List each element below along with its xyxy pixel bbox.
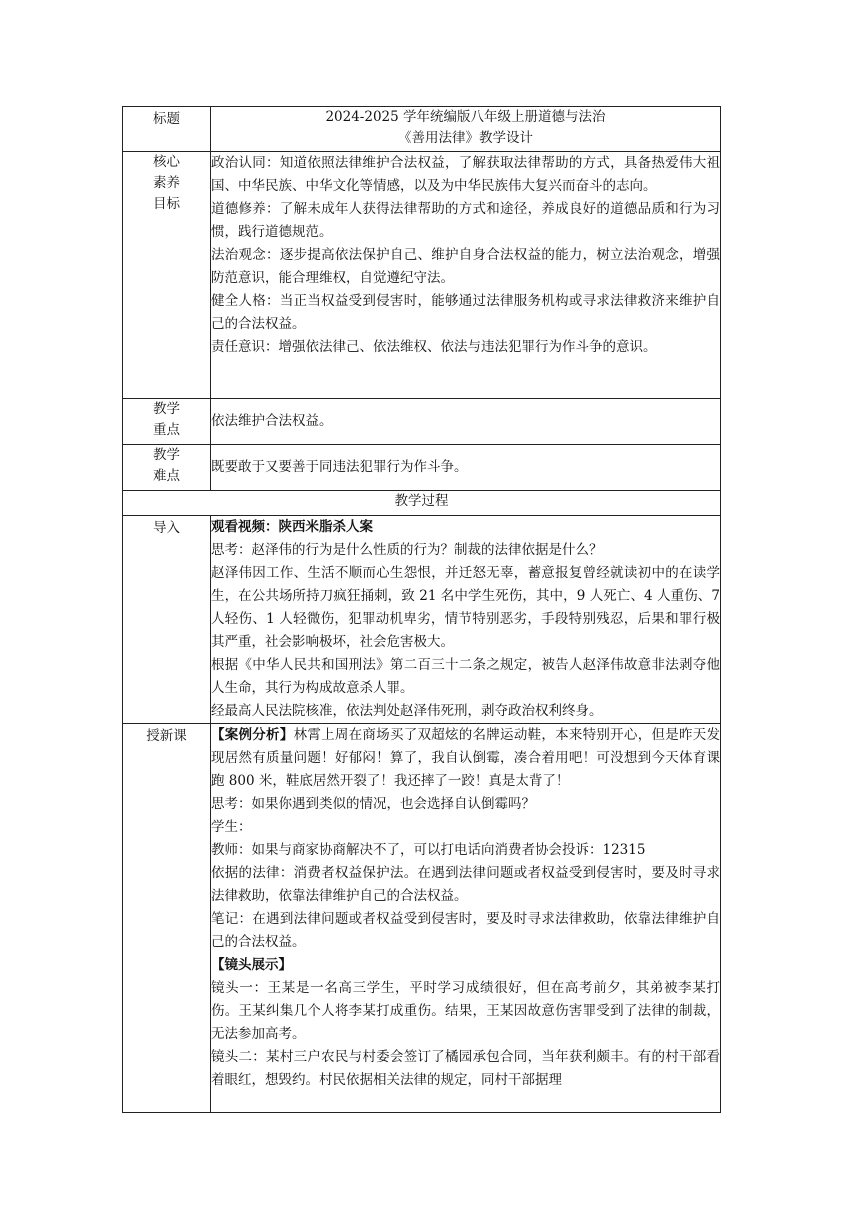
core-literacy-label-line: 目标 <box>153 196 180 212</box>
goal-responsibility: 责任意识：增强依法律己、依法维权、依法与违法犯罪行为作斗争的意识。 <box>211 339 657 355</box>
goal-moral: 道德修养：了解未成年人获得法律帮助的方式和途径，养成良好的道德品质和行为习惯，践行道德规范。 <box>211 201 720 240</box>
key-point-label-line: 教学 <box>153 401 180 417</box>
intro-content <box>211 516 721 724</box>
core-literacy-label <box>123 152 211 399</box>
lesson-law-basis: 依据的法律：消费者权益保护法。在遇到法律问题或者权益受到侵害时，要及时寻求法律救助，依靠法律维护自己的合法权益。 <box>211 865 720 904</box>
intro-verdict: 经最高人民法院核准，依法判处赵泽伟死刑，剥夺政治权利终身。 <box>211 703 603 719</box>
core-literacy-label-line: 素养 <box>153 175 180 191</box>
title-row <box>123 107 721 152</box>
lesson-notes: 笔记：在遇到法律问题或者权益受到侵害时，要及时寻求法律救助，依靠法律维护自己的合法权益。 <box>211 911 720 950</box>
new-lesson-content <box>211 724 721 1113</box>
key-point-label <box>123 399 211 445</box>
core-literacy-label-line: 核心 <box>153 154 180 170</box>
goal-personality: 健全人格：当正当权益受到侵害时，能够通过法律服务机构或寻求法律救济来维护自己的合法权益。 <box>211 293 720 332</box>
process-header-row <box>123 491 721 516</box>
document-title-line1: 2024-2025 学年统编版八年级上册道德与法治 <box>325 109 606 125</box>
lesson-plan-table <box>122 106 721 1113</box>
lesson-teacher: 教师：如果与商家协商解决不了，可以打电话向消费者协会投诉：12315 <box>211 842 646 858</box>
core-literacy-row <box>123 152 721 399</box>
case-analysis-tag: 【案例分析】 <box>211 727 294 743</box>
core-literacy-content <box>211 152 721 399</box>
new-lesson-row <box>123 724 721 1113</box>
intro-heading: 观看视频：陕西米脂杀人案 <box>211 519 373 535</box>
intro-case: 赵泽伟因工作、生活不顺而心生怨恨，并迁怒无辜，蓄意报复曾经就读初中的在读学生，在公共场所持刀疯狂捅刺，致 21 名中学生死伤，其中，9 人死亡、4 人重伤、7 人轻伤、1 人轻微伤，犯罪动机卑劣，情节特别恶劣，手段特别残忍，后果和罪行极其严重，社会影响极坏，社会危害极大。 <box>211 565 720 650</box>
case-analysis-text: 林霄上周在商场买了双超炫的名牌运动鞋，本来特别开心，但是昨天发现居然有质量问题！好郁闷！算了，我自认倒霉，凑合着用吧！可没想到今天体育课跑 800 米，鞋底居然开裂了！我还摔了一跤！真是太背了！ <box>211 727 721 789</box>
key-point-row <box>123 399 721 445</box>
new-lesson-label: 授新课 <box>123 724 211 1113</box>
intro-law: 根据《中华人民共和国刑法》第二百三十二条之规定，被告人赵泽伟故意非法剥夺他人生命，其行为构成故意杀人罪。 <box>211 657 720 696</box>
case-analysis <box>211 724 720 793</box>
lesson-student: 学生： <box>211 819 252 835</box>
goal-political: 政治认同：知道依照法律维护合法权益，了解获取法律帮助的方式，具备热爱伟大祖国、中华民族、中华文化等情感，以及为中华民族伟大复兴而奋斗的志向。 <box>211 155 720 194</box>
goal-legal: 法治观念：逐步提高依法保护自己、维护自身合法权益的能力，树立法治观念，增强防范意识，能合理维权，自觉遵纪守法。 <box>211 247 720 286</box>
difficulty-text: 既要敢于又要善于同违法犯罪行为作斗争。 <box>211 445 721 491</box>
document-title-line2: 《善用法律》教学设计 <box>398 130 533 146</box>
title-cell <box>211 107 721 152</box>
difficulty-label <box>123 445 211 491</box>
key-point-text: 依法维护合法权益。 <box>211 399 721 445</box>
intro-label: 导入 <box>123 516 211 724</box>
lesson-question: 思考：如果你遇到类似的情况，也会选择自认倒霉吗？ <box>211 796 535 812</box>
shot-one: 镜头一：王某是一名高三学生，平时学习成绩很好，但在高考前夕，其弟被李某打伤。王某纠集几个人将李某打成重伤。结果，王某因故意伤害罪受到了法律的制裁，无法参加高考。 <box>211 980 720 1042</box>
difficulty-label-line: 难点 <box>153 468 180 484</box>
intro-row <box>123 516 721 724</box>
key-point-label-line: 重点 <box>153 422 180 438</box>
shot-two: 镜头二：某村三户农民与村委会签订了橘园承包合同，当年获利颇丰。有的村干部看着眼红，想毁约。村民依据相关法律的规定，同村干部据理 <box>211 1049 720 1088</box>
intro-question: 思考：赵泽伟的行为是什么性质的行为？制裁的法律依据是什么？ <box>211 542 603 558</box>
title-label: 标题 <box>123 107 211 152</box>
process-header: 教学过程 <box>123 491 721 516</box>
shot-display-tag: 【镜头展示】 <box>211 957 292 973</box>
difficulty-row <box>123 445 721 491</box>
difficulty-label-line: 教学 <box>153 447 180 463</box>
